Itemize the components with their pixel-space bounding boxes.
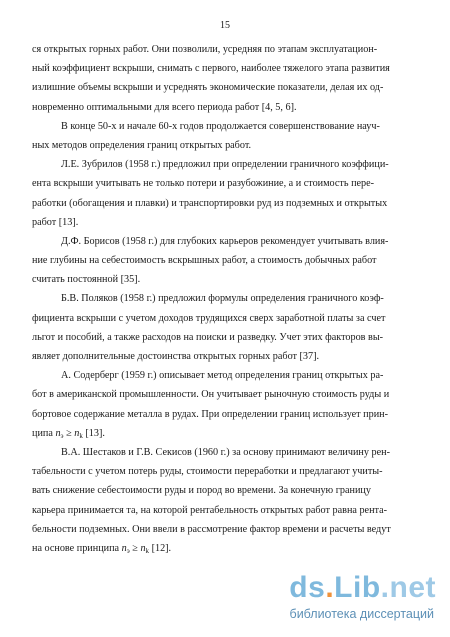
citation: [12]. [151, 542, 172, 554]
text-line: излишние объемы вскрыши и усреднять экономические показатели, делая их од- [32, 82, 384, 94]
text-line: льгот и пособий, а также расходов на поиски и разведку. Учет этих факторов вы- [32, 331, 384, 343]
text-line: бортовое содержание металла в рудах. При определении границ использует прин- [32, 408, 389, 420]
text-line: являет дополнительные достоинства открытых горных работ [37]. [32, 351, 320, 362]
text-line: работки (обогащения и плавки) и транспортировки руд из подземных и открытых [32, 197, 388, 209]
formula-line [32, 424, 426, 443]
watermark-caption: библиотека диссертаций [289, 607, 434, 621]
dslib-logo: ds.Lib.net [289, 571, 436, 604]
text-line: карьера принимается та, на которой рентабельность открытых работ равна рента- [32, 504, 388, 516]
dslib-watermark [266, 571, 436, 627]
text-line: ся открытых горных работ. Они позволили, усредняя по этапам эксплуатацион- [32, 44, 378, 55]
formula-variable: $п_k$ [140, 542, 150, 555]
text-line: вать снижение себестоимости руды и пород во времени. За конечную границу [32, 485, 371, 497]
page-number: 15 [220, 20, 230, 31]
paragraph-start-line: Д.Ф. Борисов (1958 г.) для глубоких карьеров рекомендует учитывать влия- [61, 235, 389, 247]
formula-operator: ≥ [132, 542, 138, 554]
paragraph-start-line: А. Содерберг (1959 г.) описывает метод определения границ открытых ра- [61, 370, 384, 382]
text-line: ный коэффициент вскрыши, снимать с первого, наиболее тяжелого этапа развития [32, 63, 390, 75]
text-line: бот в американской промышленности. Он учитывает рыночную стоимость руды и [32, 389, 390, 401]
text-line: новременно оптимальными для всего периода работ [4, 5, 6]. [32, 101, 297, 113]
text-line: ние глубины на себестоимость вскрышных работ, а стоимость добычных работ [32, 255, 377, 267]
formula-operator: ≥ [66, 427, 72, 439]
formula-prefix: ципа [32, 427, 53, 439]
text-line: фициента вскрыши с учетом доходов трудящихся сверх заработной платы за счет [32, 312, 386, 324]
text-line: бельности подземных. Они ввели в рассмотрение фактор времени и расчеты ведут [32, 523, 391, 535]
citation: [13]. [85, 427, 105, 439]
formula-line [32, 539, 426, 558]
text-line: ных методов определения границ открытых работ. [32, 139, 252, 151]
text-line: считать постоянной [35]. [32, 274, 141, 286]
text-line: работ [13]. [32, 216, 79, 228]
paragraph-start-line: В конце 50-х и начале 60-х годов продолжается совершенствование науч- [61, 120, 380, 132]
paragraph-start-line: Л.Е. Зубрилов (1958 г.) предложил при определении граничного коэффици- [61, 159, 389, 171]
paragraph-start-line: Б.В. Поляков (1958 г.) предложил формулы определения граничного коэф- [61, 293, 384, 305]
formula-variable: $п_э$ [121, 542, 130, 555]
paragraph-start-line: В.А. Шестаков и Г.В. Секисов (1960 г.) за основу принимают величину рен- [61, 446, 390, 458]
text-line: табельности с учетом потерь руды, стоимости переработки и предлагают учиты- [32, 466, 383, 478]
formula-prefix: на основе принципа [32, 542, 120, 554]
text-line: ента вскрыши учитывать не только потери и разубожиние, а и стоимость пере- [32, 178, 375, 190]
formula-variable: $п_э$ [55, 427, 64, 440]
document-body [32, 40, 426, 558]
formula-variable: $п_k$ [74, 427, 83, 440]
